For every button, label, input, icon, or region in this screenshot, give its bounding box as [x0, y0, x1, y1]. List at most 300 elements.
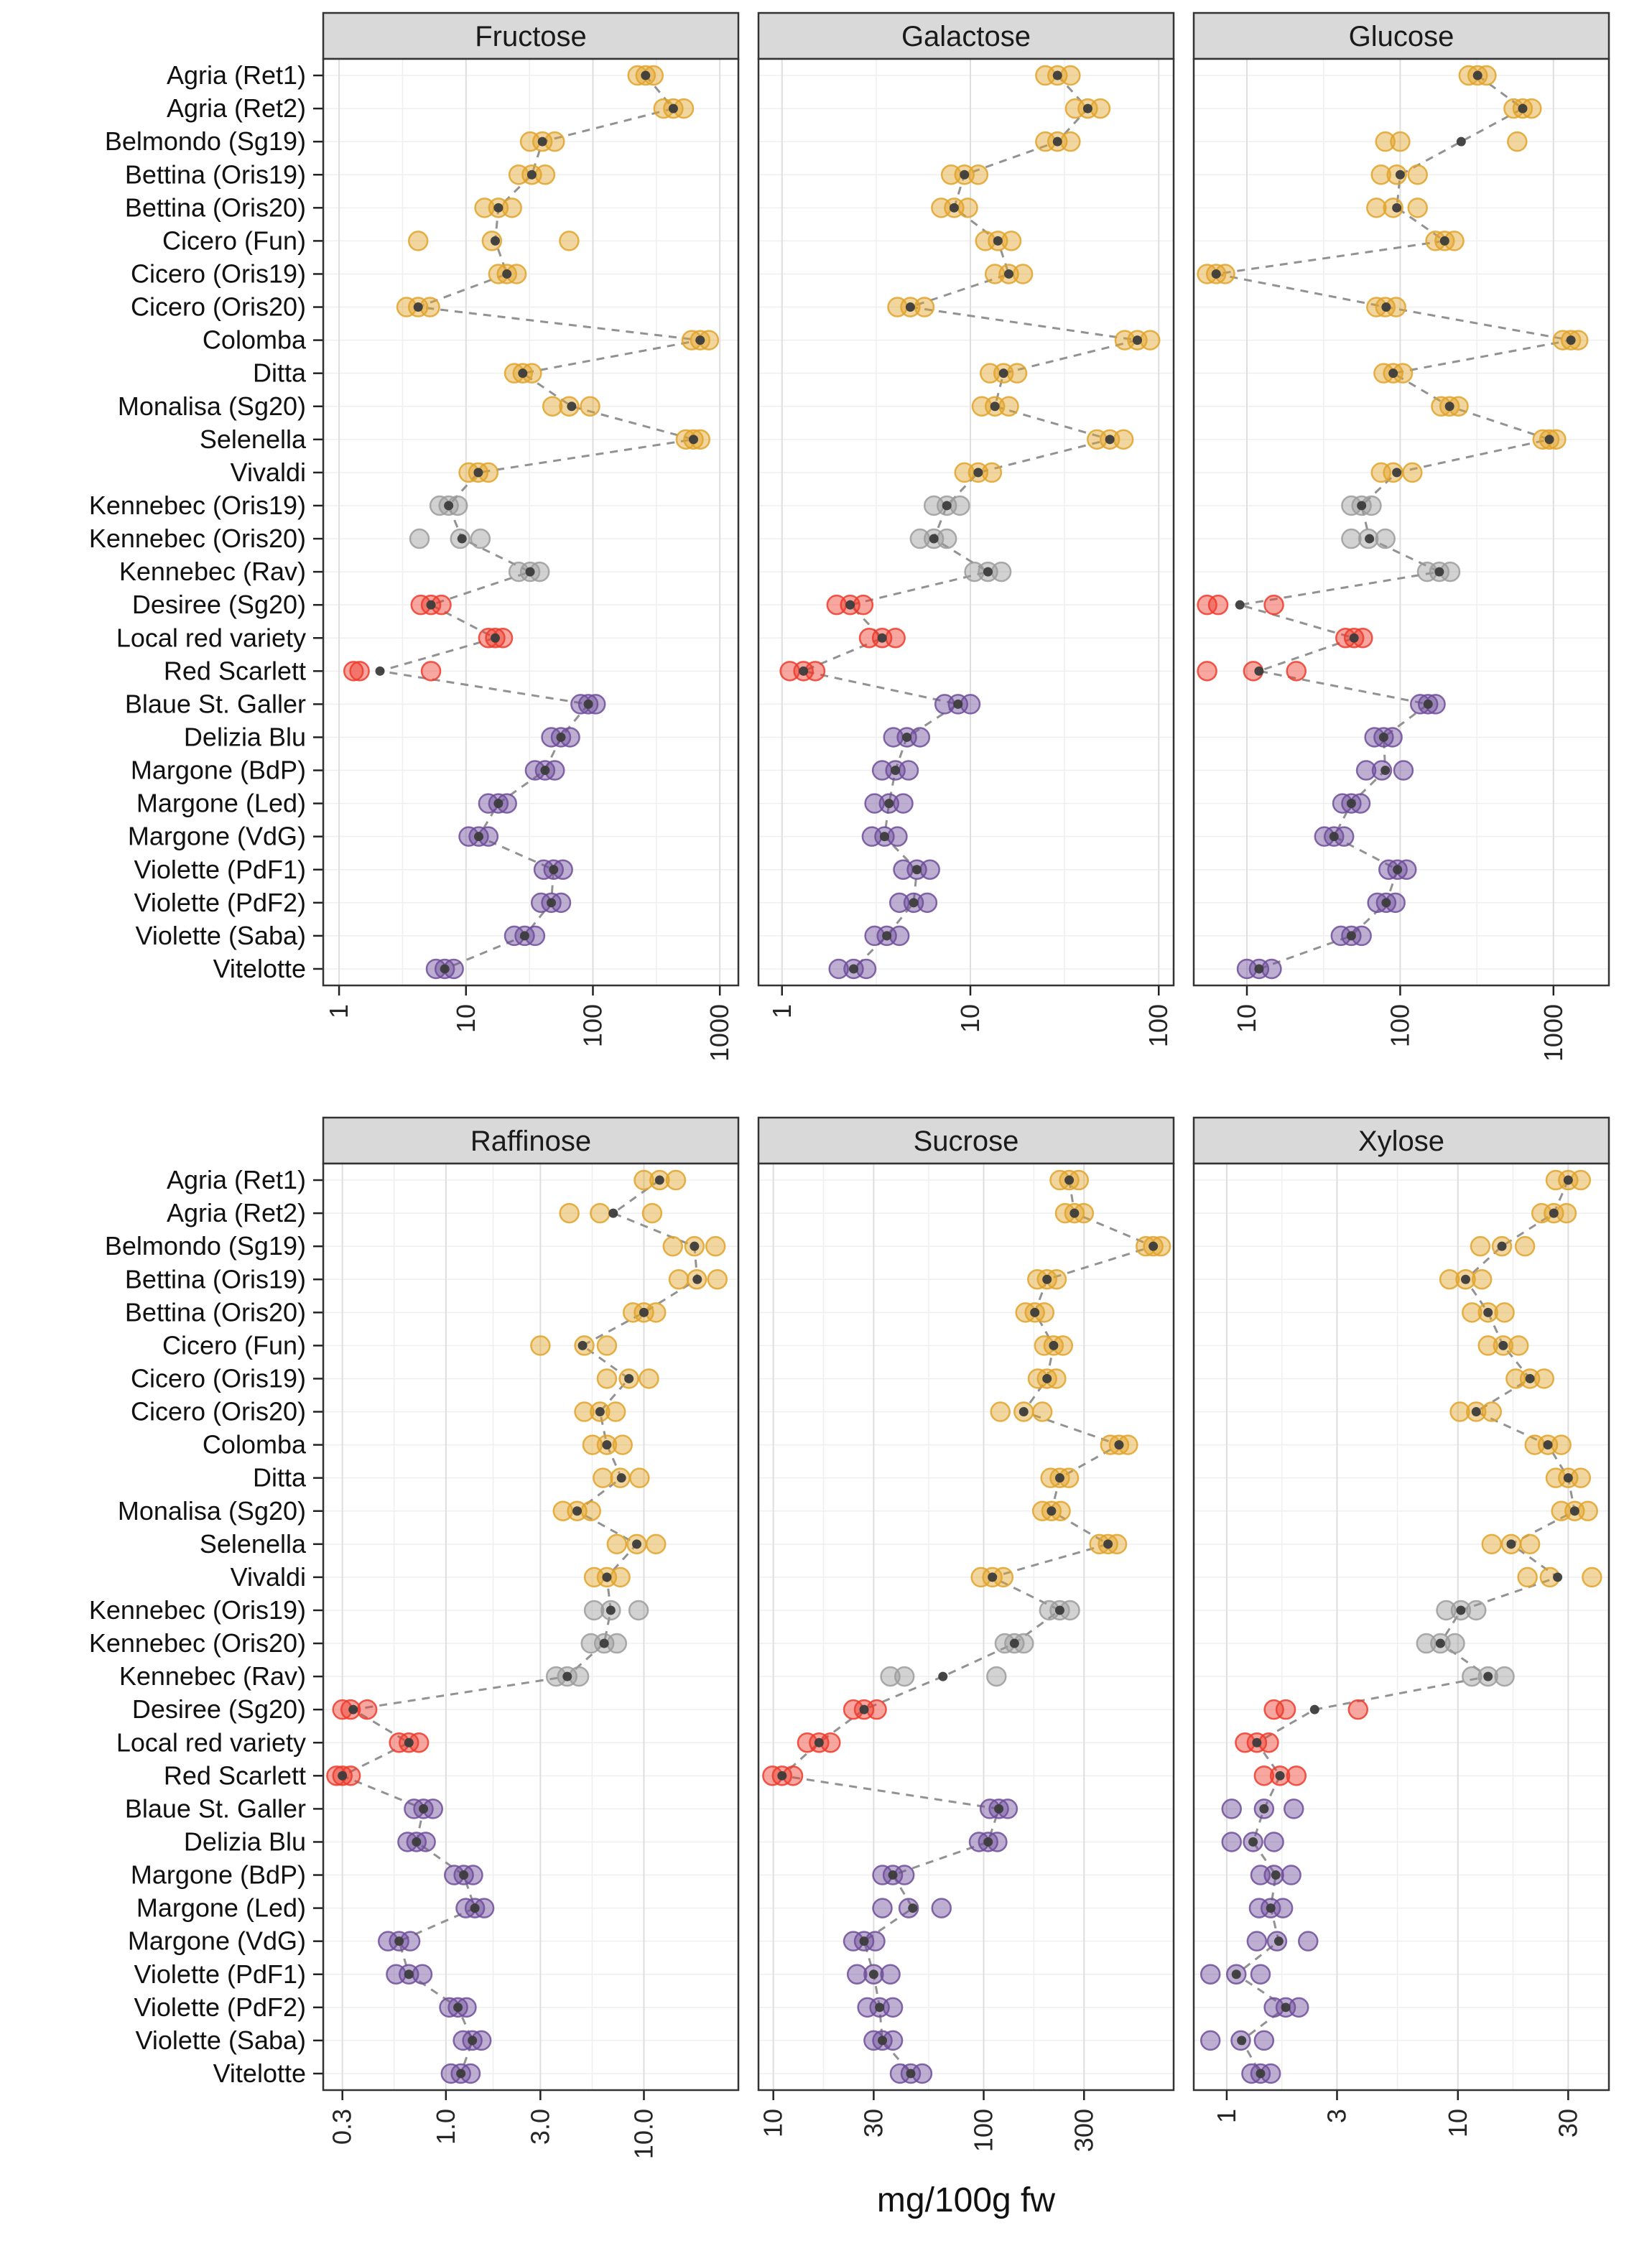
replicate-point: [895, 1667, 914, 1686]
y-axis-label: Cicero (Fun): [162, 1330, 306, 1360]
mean-point: [556, 733, 565, 742]
mean-point: [1004, 269, 1013, 279]
y-axis-label: Kennebec (Oris19): [88, 490, 306, 520]
replicate-point: [1201, 1965, 1220, 1984]
y-axis-label: Belmondo (Sg19): [104, 1231, 306, 1261]
replicate-point: [664, 1237, 682, 1256]
mean-point: [1545, 435, 1554, 444]
y-axis-label: Vivaldi: [230, 1561, 306, 1592]
x-axis-tick-label: 0.3: [327, 2109, 357, 2145]
mean-point: [632, 1539, 641, 1549]
x-axis-tick-label: 1.0: [430, 2109, 460, 2145]
x-axis-tick-label: 10: [758, 2109, 788, 2138]
y-axis-label: Kennebec (Rav): [119, 557, 306, 587]
mean-point: [1567, 335, 1576, 345]
y-axis-label: Desiree (Sg20): [131, 1694, 306, 1725]
mean-point: [549, 865, 558, 874]
mean-point: [562, 1672, 572, 1681]
replicate-point: [1114, 430, 1133, 449]
replicate-point: [421, 298, 440, 317]
mean-point: [1019, 1407, 1029, 1416]
replicate-point: [1284, 1799, 1303, 1818]
mean-point: [1472, 1407, 1481, 1416]
mean-point: [520, 931, 529, 940]
mean-point: [884, 799, 894, 808]
replicate-point: [959, 198, 978, 217]
x-axis-tick-label: 10: [1232, 1004, 1262, 1034]
mean-point: [527, 170, 537, 180]
y-axis-label: Colomba: [202, 1429, 306, 1459]
mean-point: [1310, 1705, 1319, 1714]
replicate-point: [536, 165, 554, 184]
replicate-point: [1472, 1270, 1491, 1289]
y-axis-label: Red Scarlett: [163, 1760, 306, 1791]
y-axis-label: Selenella: [199, 1528, 306, 1559]
y-axis-label: Agria (Ret2): [166, 1198, 306, 1228]
mean-point: [1235, 600, 1245, 610]
mean-point: [1350, 633, 1359, 643]
facet-title: Fructose: [475, 21, 587, 52]
mean-point: [444, 501, 453, 510]
mean-point: [567, 402, 576, 411]
mean-point: [973, 468, 983, 477]
replicate-point: [1516, 1237, 1534, 1256]
mean-point: [1069, 1209, 1079, 1218]
replicate-point: [1287, 1766, 1306, 1785]
mean-point: [983, 1837, 993, 1847]
mean-point: [1266, 1903, 1276, 1913]
replicate-point: [868, 1700, 886, 1719]
replicate-point: [409, 231, 427, 250]
facet-fructose: [89, 13, 738, 1062]
mean-point: [1330, 832, 1339, 841]
mean-point: [639, 1308, 649, 1317]
y-axis-label: Ditta: [252, 1462, 306, 1493]
x-axis-tick-label: 300: [1069, 2109, 1099, 2153]
replicate-point: [1518, 1568, 1537, 1587]
mean-point: [493, 203, 503, 213]
mean-point: [1254, 964, 1263, 973]
y-axis-label: Margone (VdG): [127, 821, 306, 851]
replicate-point: [894, 794, 913, 813]
mean-point: [1357, 501, 1366, 510]
y-axis-label: Violette (PdF2): [134, 1992, 306, 2022]
replicate-point: [667, 1171, 685, 1189]
replicate-point: [643, 1204, 662, 1222]
replicate-point: [646, 1303, 665, 1322]
mean-point: [1103, 1539, 1113, 1549]
y-axis-label: Local red variety: [116, 623, 306, 653]
mean-point: [456, 2069, 465, 2078]
mean-point: [584, 700, 593, 709]
mean-point: [906, 2069, 915, 2078]
replicate-point: [886, 628, 905, 647]
replicate-point: [1471, 1237, 1490, 1256]
replicate-point: [1002, 231, 1021, 250]
mean-point: [1212, 269, 1221, 279]
replicate-point: [857, 960, 876, 978]
replicate-point: [570, 1667, 588, 1686]
mean-point: [606, 1605, 616, 1615]
facet-galactose: [758, 13, 1174, 1047]
x-axis-tick-label: 100: [968, 2109, 998, 2153]
mean-point: [1042, 1275, 1052, 1284]
mean-point: [1274, 1936, 1284, 1946]
x-axis-tick-label: 1: [766, 1004, 797, 1019]
mean-point: [1564, 1473, 1573, 1482]
y-axis-label: Violette (Saba): [135, 2025, 306, 2055]
replicate-point: [1552, 1436, 1571, 1454]
replicate-point: [932, 1899, 951, 1918]
replicate-point: [358, 1700, 376, 1719]
mean-point: [608, 1209, 618, 1218]
mean-point: [578, 1341, 588, 1350]
mean-point: [1381, 898, 1391, 907]
mean-point: [1564, 1176, 1573, 1185]
y-axis-label: Margone (BdP): [130, 755, 306, 785]
mean-point: [799, 667, 808, 676]
x-axis-tick-label: 30: [1553, 2109, 1583, 2138]
mean-point: [1256, 2069, 1265, 2078]
replicate-point: [983, 463, 1001, 482]
mean-point: [906, 302, 915, 312]
y-axis-label: Red Scarlett: [163, 656, 306, 686]
replicate-point: [1265, 595, 1284, 614]
replicate-point: [1091, 99, 1110, 118]
replicate-point: [639, 1369, 658, 1388]
facet-title: Raffinose: [470, 1126, 592, 1157]
mean-point: [993, 236, 1003, 246]
mean-point: [1365, 534, 1374, 544]
mean-point: [878, 2036, 887, 2045]
x-axis-tick-label: 1: [324, 1004, 354, 1019]
replicate-point: [646, 1535, 665, 1554]
mean-point: [602, 1440, 611, 1449]
mean-point: [695, 335, 705, 345]
y-axis-label: Vitelotte: [213, 953, 306, 983]
y-axis-label: Bettina (Oris19): [124, 159, 306, 190]
mean-point: [624, 1374, 634, 1383]
mean-point: [1461, 1275, 1470, 1284]
replicate-point: [581, 397, 600, 416]
mean-point: [1483, 1308, 1493, 1317]
replicate-point: [1222, 1799, 1241, 1818]
mean-point: [1259, 1804, 1268, 1814]
mean-point: [1254, 667, 1263, 676]
mean-point: [994, 1804, 1003, 1814]
x-axis-tick-label: 1: [1211, 2109, 1241, 2124]
mean-point: [1506, 1539, 1516, 1549]
mean-point: [1114, 1440, 1123, 1449]
mean-point: [404, 1738, 414, 1748]
replicate-point: [1222, 1832, 1241, 1851]
y-axis-label: Colomba: [202, 325, 306, 355]
mean-point: [869, 1969, 878, 1979]
replicate-point: [969, 165, 988, 184]
mean-point: [493, 799, 503, 808]
mean-point: [990, 402, 1000, 411]
y-axis-label: Monalisa (Sg20): [117, 1495, 306, 1526]
replicate-point: [854, 595, 873, 614]
x-axis-tick-label: 100: [577, 1004, 608, 1048]
replicate-point: [1535, 1369, 1554, 1388]
mean-point: [572, 1506, 582, 1516]
mean-point: [1347, 931, 1356, 940]
mean-point: [440, 964, 450, 973]
y-axis-label: Belmondo (Sg19): [104, 126, 306, 157]
mean-point: [1083, 104, 1092, 113]
y-axis-label: Kennebec (Rav): [119, 1661, 306, 1691]
x-axis-tick-label: 10: [955, 1004, 985, 1034]
mean-point: [912, 865, 922, 874]
mean-point: [880, 832, 889, 841]
replicate-point: [1209, 595, 1228, 614]
y-axis-label: Vitelotte: [213, 2058, 306, 2088]
replicate-point: [937, 529, 956, 548]
mean-point: [1276, 1771, 1285, 1781]
replicate-point: [1446, 1634, 1465, 1653]
y-axis-label: Blaue St. Galler: [124, 1793, 306, 1824]
mean-point: [1030, 1308, 1039, 1317]
mean-point: [929, 534, 939, 544]
mean-point: [1064, 1176, 1074, 1185]
mean-point: [1436, 1639, 1445, 1648]
mean-point: [1105, 435, 1115, 444]
y-axis-label: Kennebec (Oris20): [88, 524, 306, 554]
replicate-point: [915, 298, 934, 317]
mean-point: [427, 600, 436, 610]
x-axis-tick-label: 3: [1322, 2109, 1352, 2124]
y-axis-label: Cicero (Oris20): [130, 1396, 306, 1426]
mean-point: [777, 1771, 786, 1781]
mean-point: [1379, 733, 1388, 742]
replicate-point: [899, 761, 918, 780]
replicate-point: [987, 1667, 1006, 1686]
mean-point: [1392, 203, 1401, 213]
replicate-point: [1582, 1568, 1601, 1587]
mean-point: [538, 137, 547, 147]
mean-point: [1053, 71, 1062, 80]
panel-background: [323, 59, 738, 985]
replicate-point: [921, 860, 939, 879]
replicate-point: [613, 1436, 632, 1454]
replicate-point: [1259, 1733, 1278, 1752]
x-axis-title: mg/100g fw: [876, 2181, 1056, 2219]
x-axis-tick-label: 1000: [705, 1004, 735, 1062]
facet-glucose: [1194, 13, 1609, 1062]
mean-point: [888, 1870, 898, 1880]
y-axis-label: Blaue St. Galler: [124, 689, 306, 719]
mean-point: [878, 633, 887, 643]
replicate-point: [821, 1733, 840, 1752]
x-axis-tick-label: 10: [1442, 2109, 1472, 2138]
replicate-point: [1061, 66, 1080, 85]
y-axis-label: Agria (Ret1): [166, 60, 306, 90]
replicate-point: [1394, 761, 1413, 780]
mean-point: [1133, 335, 1142, 345]
mean-point: [1232, 1969, 1241, 1979]
panel-background: [758, 1164, 1174, 2090]
replicate-point: [560, 231, 578, 250]
replicate-point: [1579, 1502, 1597, 1521]
mean-point: [348, 1705, 358, 1714]
mean-point: [474, 832, 483, 841]
facet-title: Sucrose: [913, 1126, 1019, 1157]
replicate-point: [961, 695, 980, 713]
y-axis-label: Kennebec (Oris20): [88, 1628, 306, 1658]
replicate-point: [598, 1369, 616, 1388]
y-axis-label: Cicero (Oris20): [130, 292, 306, 322]
replicate-point: [1467, 1601, 1485, 1620]
mean-point: [414, 302, 423, 312]
replicate-point: [1572, 1171, 1590, 1189]
replicate-point: [1572, 1469, 1590, 1487]
mean-point: [1570, 1506, 1579, 1516]
replicate-point: [593, 1469, 612, 1487]
mean-point: [669, 104, 678, 113]
y-axis-label: Violette (PdF2): [134, 887, 306, 917]
replicate-point: [598, 1336, 616, 1355]
y-axis-label: Cicero (Oris19): [130, 1363, 306, 1393]
mean-point: [641, 71, 650, 80]
mean-point: [491, 236, 500, 246]
replicate-point: [1482, 1403, 1501, 1421]
y-axis-label: Delizia Blu: [183, 722, 306, 752]
x-axis-tick-label: 10: [450, 1004, 481, 1034]
mean-point: [1053, 137, 1062, 147]
replicate-point: [606, 1403, 625, 1421]
replicate-point: [918, 894, 937, 912]
x-axis-tick-label: 3.0: [525, 2109, 555, 2145]
replicate-point: [1287, 662, 1306, 680]
replicate-point: [883, 1998, 902, 2017]
y-axis-label: Desiree (Sg20): [131, 590, 306, 620]
y-axis-label: Violette (Saba): [135, 920, 306, 950]
y-axis-label: Margone (BdP): [130, 1860, 306, 1890]
mean-point: [655, 1176, 664, 1185]
y-axis-label: Kennebec (Oris19): [88, 1595, 306, 1625]
mean-point: [1055, 1605, 1064, 1615]
mean-point: [988, 1572, 997, 1582]
y-axis-label: Vivaldi: [230, 457, 306, 487]
mean-point: [1347, 799, 1356, 808]
y-axis-label: Margone (VdG): [127, 1926, 306, 1956]
replicate-point: [1349, 1700, 1368, 1719]
y-axis-label: Bettina (Oris19): [124, 1264, 306, 1294]
replicate-point: [1201, 2031, 1220, 2050]
replicate-point: [1013, 264, 1032, 283]
x-axis-tick-label: 30: [858, 2109, 888, 2138]
replicate-point: [422, 662, 440, 680]
y-axis-label: Margone (Led): [136, 788, 306, 818]
mean-point: [692, 1275, 702, 1284]
mean-point: [412, 1837, 421, 1847]
x-axis-tick-label: 10.0: [628, 2109, 659, 2160]
mean-point: [960, 170, 969, 180]
x-axis-tick-label: 1000: [1538, 1004, 1568, 1062]
mean-point: [459, 1870, 468, 1880]
mean-point: [518, 368, 527, 378]
mean-point: [1526, 1374, 1535, 1383]
mean-point: [419, 1804, 428, 1814]
mean-point: [1457, 137, 1466, 147]
mean-point: [491, 633, 500, 643]
mean-point: [1010, 1639, 1019, 1648]
replicate-point: [531, 1336, 549, 1355]
mean-point: [882, 931, 891, 940]
mean-point: [1388, 368, 1398, 378]
mean-point: [1440, 236, 1449, 246]
replicate-point: [806, 662, 825, 680]
mean-point: [526, 567, 535, 577]
mean-point: [338, 1771, 347, 1781]
mean-point: [473, 468, 483, 477]
replicate-point: [1495, 1303, 1514, 1322]
replicate-point: [1248, 1932, 1266, 1951]
y-axis-label: Agria (Ret2): [166, 93, 306, 124]
mean-point: [1396, 170, 1405, 180]
replicate-point: [1273, 1899, 1292, 1918]
facet-title: Galactose: [901, 21, 1031, 52]
replicate-point: [1276, 1700, 1295, 1719]
mean-point: [938, 1672, 947, 1681]
facet-title: Xylose: [1358, 1126, 1445, 1157]
mean-point: [1148, 1242, 1158, 1251]
replicate-point: [881, 1965, 900, 1984]
replicate-point: [1342, 529, 1360, 548]
replicate-point: [1376, 529, 1395, 548]
mean-point: [1544, 1440, 1553, 1449]
mean-point: [1271, 1870, 1281, 1880]
mean-point: [1498, 1242, 1507, 1251]
mean-point: [394, 1936, 404, 1946]
y-axis-label: Margone (Led): [136, 1893, 306, 1923]
mean-point: [1553, 1572, 1562, 1582]
replicate-point: [560, 1204, 579, 1222]
replicate-point: [545, 132, 564, 151]
y-axis-label: Violette (PdF1): [134, 854, 306, 884]
replicate-point: [708, 1270, 727, 1289]
replicate-point: [1509, 1336, 1528, 1355]
mean-point: [999, 368, 1008, 378]
replicate-point: [351, 662, 369, 680]
y-axis-label: Ditta: [252, 358, 306, 388]
replicate-point: [991, 1403, 1010, 1421]
replicate-point: [1000, 397, 1018, 416]
replicate-point: [590, 1204, 609, 1222]
mean-point: [1281, 2002, 1291, 2012]
mean-point: [689, 435, 698, 444]
mean-point: [1049, 1341, 1058, 1350]
replicate-point: [669, 1270, 688, 1289]
mean-point: [1380, 766, 1390, 775]
mean-point: [404, 1969, 414, 1979]
y-axis-label: Monalisa (Sg20): [117, 391, 306, 421]
mean-point: [909, 898, 919, 907]
mean-point: [859, 1936, 868, 1946]
mean-point: [1252, 1738, 1261, 1748]
replicate-point: [1289, 1998, 1308, 2017]
mean-point: [1456, 1605, 1465, 1615]
replicate-point: [630, 1469, 649, 1487]
mean-point: [1473, 71, 1482, 80]
facet-raffinose: [89, 1118, 738, 2159]
replicate-point: [1521, 1535, 1539, 1554]
replicate-point: [503, 198, 521, 217]
mean-point: [950, 203, 959, 213]
replicate-point: [1141, 331, 1159, 350]
mean-point: [859, 1705, 868, 1714]
